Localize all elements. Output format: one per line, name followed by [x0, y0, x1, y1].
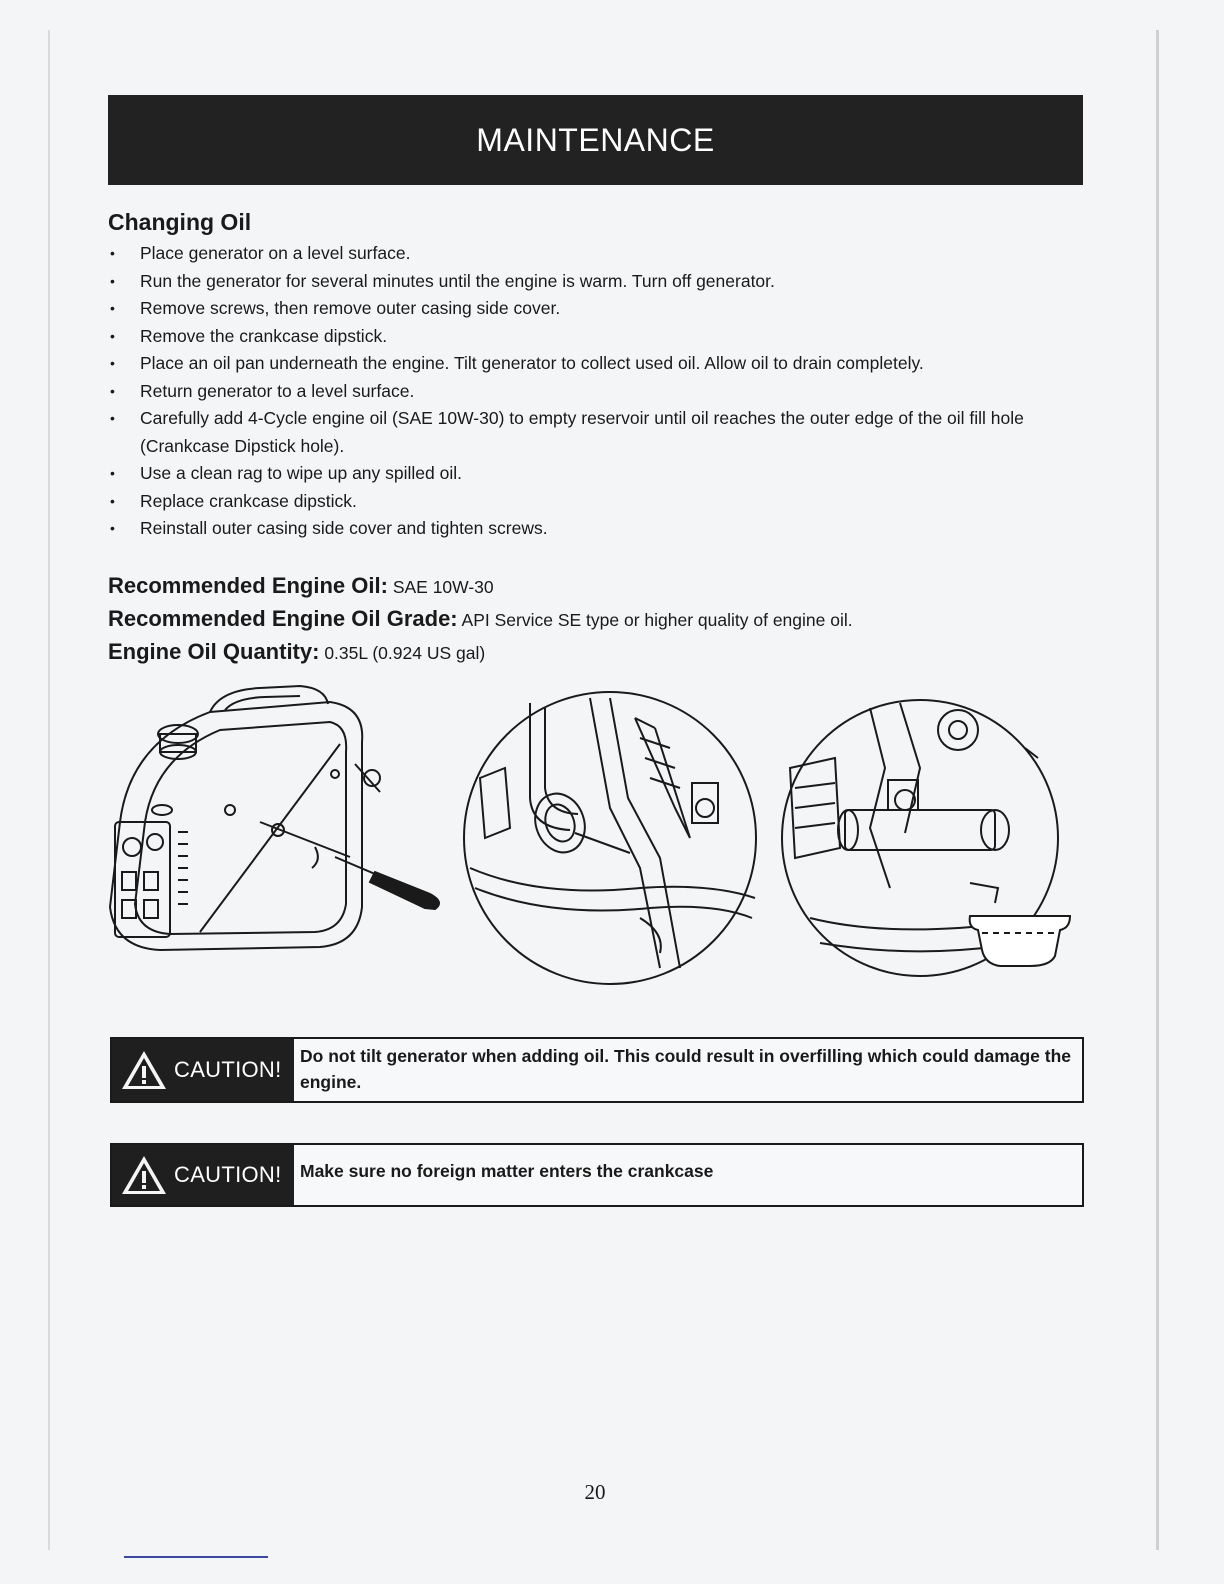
list-item: • Replace crankcase dipstick. [108, 488, 1068, 516]
list-item: • Remove the crankcase dipstick. [108, 323, 1068, 351]
spec-label: Recommended Engine Oil Grade: [108, 606, 458, 631]
spec-label: Engine Oil Quantity: [108, 639, 320, 664]
page-edge-right [1156, 30, 1159, 1550]
spec-oil-grade [108, 606, 853, 632]
caution-label: CAUTION! [174, 1057, 282, 1082]
caution-box-crankcase [110, 1143, 1084, 1207]
caution-message: Do not tilt generator when adding oil. This could result in overfilling which could damage the engine. [300, 1046, 1072, 1092]
list-item: • Run the generator for several minutes until the engine is warm. Turn off generator. [108, 268, 1068, 296]
bottom-rule [124, 1556, 268, 1558]
caution-message: Make sure no foreign matter enters the crankcase [300, 1161, 714, 1181]
list-item: • Place an oil pan underneath the engine. Tilt generator to collect used oil. Allow oil to drain completely. [108, 350, 1068, 378]
warning-icon [120, 1049, 168, 1091]
spec-oil-quantity [108, 639, 485, 665]
spec-value: API Service SE type or higher quality of engine oil. [461, 610, 853, 630]
page-title: MAINTENANCE [476, 121, 715, 158]
page-edge-left [48, 30, 50, 1550]
list-item: • Return generator to a level surface. [108, 378, 1068, 406]
steps-list [108, 240, 1068, 543]
warning-icon [120, 1154, 168, 1196]
list-item: • Use a clean rag to wipe up any spilled oil. [108, 460, 1068, 488]
spec-value: 0.35L (0.924 US gal) [324, 643, 486, 663]
section-title: Changing Oil [108, 209, 252, 235]
list-item: • Carefully add 4-Cycle engine oil (SAE 10W-30) to empty reservoir until oil reaches the outer edge of the oil fill hole (Crankcase Dipstick hole). [108, 405, 1068, 460]
generator-illustration [100, 682, 450, 967]
caution-label: CAUTION! [174, 1162, 282, 1187]
list-item: • Reinstall outer casing side cover and tighten screws. [108, 515, 1068, 543]
caution-tag [112, 1039, 294, 1101]
header-bar [108, 95, 1083, 185]
list-item: • Remove screws, then remove outer casing side cover. [108, 295, 1068, 323]
spec-label: Recommended Engine Oil: [108, 573, 388, 598]
spec-engine-oil [108, 573, 494, 599]
list-item: • Place generator on a level surface. [108, 240, 1068, 268]
oil-drain-detail-illustration [770, 688, 1090, 988]
page-number: 20 [584, 1480, 606, 1504]
dipstick-detail-illustration [460, 688, 760, 988]
caution-tag [112, 1145, 294, 1205]
spec-value: SAE 10W-30 [392, 577, 494, 597]
caution-box-tilt [110, 1037, 1084, 1103]
